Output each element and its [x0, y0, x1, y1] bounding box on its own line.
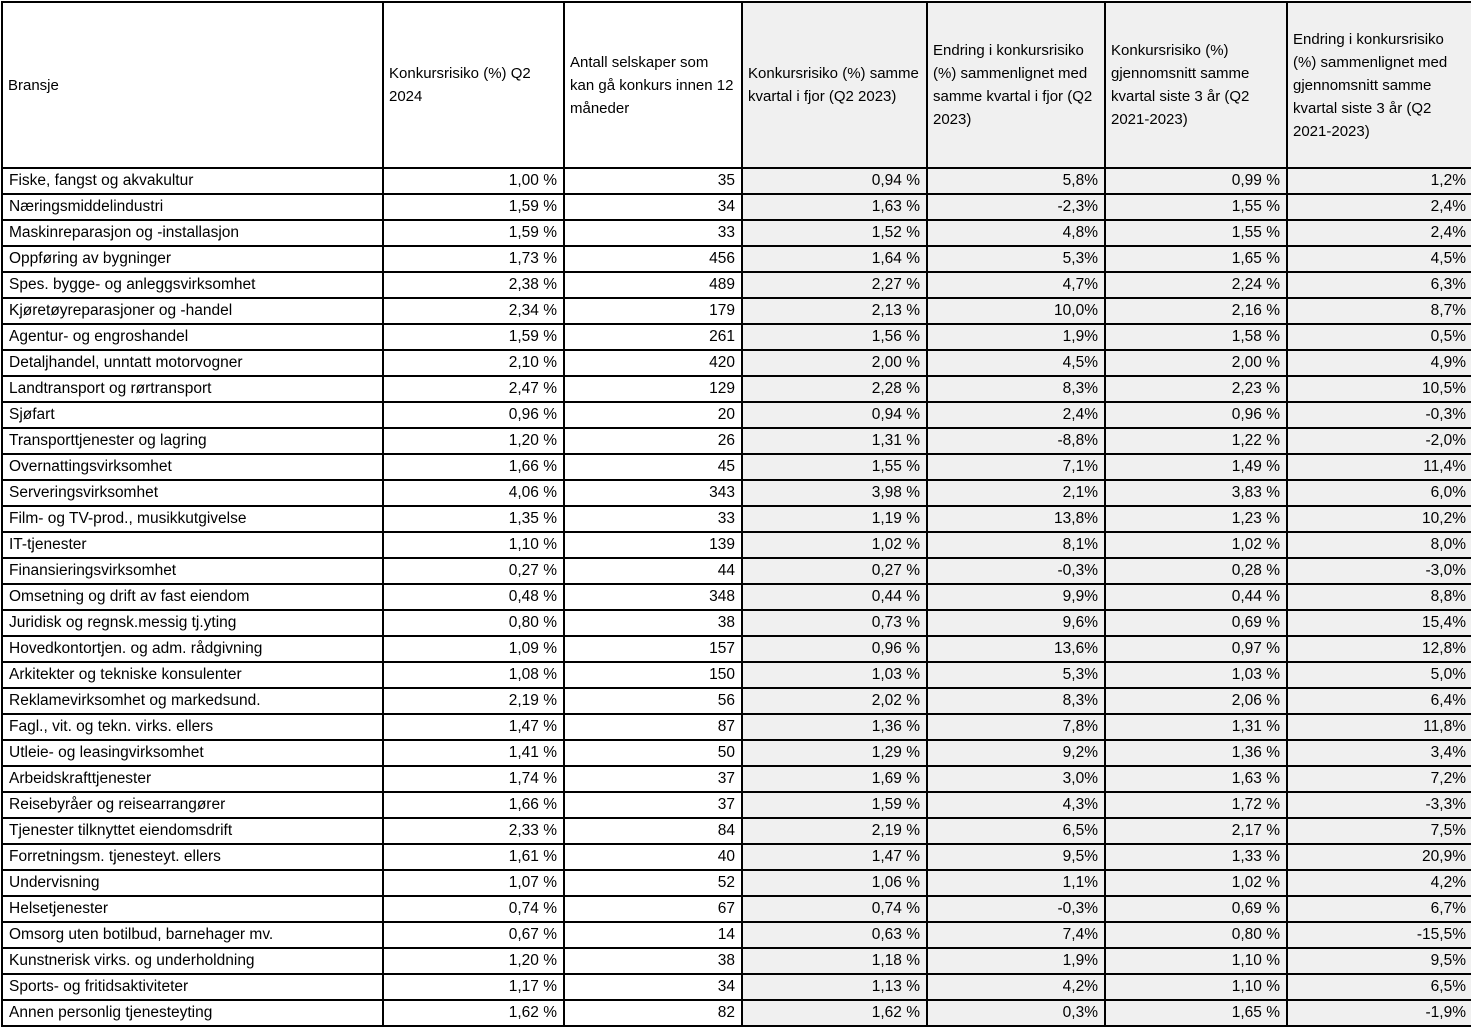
value-cell: 2,38 %	[383, 272, 564, 298]
value-cell: -15,5%	[1287, 922, 1471, 948]
value-cell: 45	[564, 454, 742, 480]
value-cell: 12,8%	[1287, 636, 1471, 662]
value-cell: 4,3%	[927, 792, 1105, 818]
value-cell: 1,07 %	[383, 870, 564, 896]
value-cell: 1,31 %	[742, 428, 927, 454]
column-header-2: Antall selskaper som kan gå konkurs innen 12 måneder	[564, 2, 742, 168]
value-cell: -2,0%	[1287, 428, 1471, 454]
value-cell: 10,5%	[1287, 376, 1471, 402]
value-cell: 1,09 %	[383, 636, 564, 662]
value-cell: 6,5%	[927, 818, 1105, 844]
value-cell: 1,22 %	[1105, 428, 1287, 454]
value-cell: 5,8%	[927, 168, 1105, 194]
value-cell: 1,63 %	[1105, 766, 1287, 792]
value-cell: 1,02 %	[742, 532, 927, 558]
value-cell: 38	[564, 948, 742, 974]
value-cell: 8,8%	[1287, 584, 1471, 610]
table-row	[2, 610, 1471, 636]
value-cell: 2,34 %	[383, 298, 564, 324]
value-cell: 44	[564, 558, 742, 584]
value-cell: 9,6%	[927, 610, 1105, 636]
value-cell: 38	[564, 610, 742, 636]
value-cell: 0,96 %	[1105, 402, 1287, 428]
value-cell: -0,3%	[1287, 402, 1471, 428]
value-cell: 4,5%	[1287, 246, 1471, 272]
value-cell: 9,2%	[927, 740, 1105, 766]
value-cell: 1,36 %	[1105, 740, 1287, 766]
value-cell: 0,28 %	[1105, 558, 1287, 584]
header-row	[2, 2, 1471, 168]
industry-cell: Tjenester tilknyttet eiendomsdrift	[2, 818, 383, 844]
value-cell: 2,19 %	[383, 688, 564, 714]
value-cell: 179	[564, 298, 742, 324]
value-cell: 0,94 %	[742, 168, 927, 194]
value-cell: 1,65 %	[1105, 246, 1287, 272]
value-cell: 56	[564, 688, 742, 714]
value-cell: 1,61 %	[383, 844, 564, 870]
industry-cell: Film- og TV-prod., musikkutgivelse	[2, 506, 383, 532]
industry-cell: Kunstnerisk virks. og underholdning	[2, 948, 383, 974]
value-cell: 50	[564, 740, 742, 766]
value-cell: 5,3%	[927, 246, 1105, 272]
industry-cell: Reisebyråer og reisearrangører	[2, 792, 383, 818]
value-cell: -2,3%	[927, 194, 1105, 220]
table-row	[2, 870, 1471, 896]
table-row	[2, 948, 1471, 974]
table-row	[2, 272, 1471, 298]
value-cell: -1,9%	[1287, 1000, 1471, 1026]
value-cell: 1,49 %	[1105, 454, 1287, 480]
value-cell: 2,27 %	[742, 272, 927, 298]
table-row	[2, 766, 1471, 792]
value-cell: 10,0%	[927, 298, 1105, 324]
industry-cell: IT-tjenester	[2, 532, 383, 558]
value-cell: 20	[564, 402, 742, 428]
table-row	[2, 662, 1471, 688]
industry-cell: Spes. bygge- og anleggsvirksomhet	[2, 272, 383, 298]
value-cell: 1,66 %	[383, 792, 564, 818]
value-cell: 2,16 %	[1105, 298, 1287, 324]
table-row	[2, 714, 1471, 740]
table-row	[2, 506, 1471, 532]
value-cell: 1,02 %	[1105, 532, 1287, 558]
value-cell: 15,4%	[1287, 610, 1471, 636]
table-row	[2, 740, 1471, 766]
value-cell: 1,9%	[927, 324, 1105, 350]
industry-cell: Annen personlig tjenesteyting	[2, 1000, 383, 1026]
value-cell: 0,94 %	[742, 402, 927, 428]
industry-cell: Sports- og fritidsaktiviteter	[2, 974, 383, 1000]
value-cell: 0,27 %	[742, 558, 927, 584]
value-cell: 2,4%	[1287, 194, 1471, 220]
table-row	[2, 376, 1471, 402]
table-row	[2, 402, 1471, 428]
industry-cell: Overnattingsvirksomhet	[2, 454, 383, 480]
column-header-5: Konkursrisiko (%) gjennomsnitt samme kvartal siste 3 år (Q2 2021-2023)	[1105, 2, 1287, 168]
value-cell: 1,72 %	[1105, 792, 1287, 818]
industry-cell: Serveringsvirksomhet	[2, 480, 383, 506]
value-cell: 8,0%	[1287, 532, 1471, 558]
value-cell: 1,10 %	[1105, 974, 1287, 1000]
value-cell: 1,1%	[927, 870, 1105, 896]
value-cell: 420	[564, 350, 742, 376]
value-cell: 3,4%	[1287, 740, 1471, 766]
industry-cell: Omsorg uten botilbud, barnehager mv.	[2, 922, 383, 948]
value-cell: 1,62 %	[742, 1000, 927, 1026]
value-cell: 4,2%	[1287, 870, 1471, 896]
value-cell: 87	[564, 714, 742, 740]
table-row	[2, 558, 1471, 584]
industry-cell: Forretningsm. tjenesteyt. ellers	[2, 844, 383, 870]
value-cell: 37	[564, 792, 742, 818]
column-header-6: Endring i konkursrisiko (%) sammenlignet med gjennomsnitt samme kvartal siste 3 år (Q2 2021-2023)	[1287, 2, 1471, 168]
value-cell: 84	[564, 818, 742, 844]
value-cell: 8,3%	[927, 688, 1105, 714]
value-cell: -8,8%	[927, 428, 1105, 454]
value-cell: 1,17 %	[383, 974, 564, 1000]
value-cell: 0,48 %	[383, 584, 564, 610]
value-cell: 2,1%	[927, 480, 1105, 506]
value-cell: 11,4%	[1287, 454, 1471, 480]
value-cell: 1,62 %	[383, 1000, 564, 1026]
value-cell: 1,33 %	[1105, 844, 1287, 870]
value-cell: 1,29 %	[742, 740, 927, 766]
value-cell: 1,41 %	[383, 740, 564, 766]
value-cell: 33	[564, 506, 742, 532]
value-cell: 0,96 %	[742, 636, 927, 662]
value-cell: 0,27 %	[383, 558, 564, 584]
value-cell: 40	[564, 844, 742, 870]
value-cell: 3,83 %	[1105, 480, 1287, 506]
value-cell: -3,3%	[1287, 792, 1471, 818]
value-cell: 1,9%	[927, 948, 1105, 974]
value-cell: 0,74 %	[383, 896, 564, 922]
column-header-4: Endring i konkursrisiko (%) sammenlignet med samme kvartal i fjor (Q2 2023)	[927, 2, 1105, 168]
value-cell: 139	[564, 532, 742, 558]
value-cell: 1,59 %	[742, 792, 927, 818]
value-cell: 4,5%	[927, 350, 1105, 376]
industry-cell: Næringsmiddelindustri	[2, 194, 383, 220]
value-cell: 3,98 %	[742, 480, 927, 506]
value-cell: 1,65 %	[1105, 1000, 1287, 1026]
value-cell: 2,23 %	[1105, 376, 1287, 402]
value-cell: 1,56 %	[742, 324, 927, 350]
value-cell: 0,44 %	[1105, 584, 1287, 610]
value-cell: 0,99 %	[1105, 168, 1287, 194]
value-cell: 0,69 %	[1105, 896, 1287, 922]
value-cell: 5,0%	[1287, 662, 1471, 688]
table-row	[2, 896, 1471, 922]
table-row	[2, 844, 1471, 870]
value-cell: 1,74 %	[383, 766, 564, 792]
table-row	[2, 792, 1471, 818]
value-cell: 33	[564, 220, 742, 246]
table-row	[2, 246, 1471, 272]
table-row	[2, 922, 1471, 948]
industry-cell: Transporttjenester og lagring	[2, 428, 383, 454]
value-cell: 9,5%	[927, 844, 1105, 870]
industry-cell: Undervisning	[2, 870, 383, 896]
table-row	[2, 220, 1471, 246]
value-cell: 261	[564, 324, 742, 350]
value-cell: 9,9%	[927, 584, 1105, 610]
value-cell: 7,4%	[927, 922, 1105, 948]
value-cell: 489	[564, 272, 742, 298]
value-cell: 82	[564, 1000, 742, 1026]
value-cell: 14	[564, 922, 742, 948]
value-cell: 1,69 %	[742, 766, 927, 792]
value-cell: 2,13 %	[742, 298, 927, 324]
column-header-3: Konkursrisiko (%) samme kvartal i fjor (Q2 2023)	[742, 2, 927, 168]
value-cell: 2,00 %	[1105, 350, 1287, 376]
value-cell: 1,20 %	[383, 948, 564, 974]
value-cell: 1,13 %	[742, 974, 927, 1000]
value-cell: 5,3%	[927, 662, 1105, 688]
value-cell: 150	[564, 662, 742, 688]
value-cell: 0,73 %	[742, 610, 927, 636]
value-cell: 13,6%	[927, 636, 1105, 662]
value-cell: 2,33 %	[383, 818, 564, 844]
industry-cell: Fagl., vit. og tekn. virks. ellers	[2, 714, 383, 740]
value-cell: 10,2%	[1287, 506, 1471, 532]
bankruptcy-risk-table	[1, 1, 1471, 1027]
table-row	[2, 532, 1471, 558]
value-cell: 1,66 %	[383, 454, 564, 480]
value-cell: 1,08 %	[383, 662, 564, 688]
value-cell: 2,06 %	[1105, 688, 1287, 714]
value-cell: 11,8%	[1287, 714, 1471, 740]
industry-cell: Hovedkontortjen. og adm. rådgivning	[2, 636, 383, 662]
value-cell: 1,31 %	[1105, 714, 1287, 740]
value-cell: 6,4%	[1287, 688, 1471, 714]
value-cell: 157	[564, 636, 742, 662]
value-cell: 1,03 %	[742, 662, 927, 688]
column-header-1: Konkursrisiko (%) Q2 2024	[383, 2, 564, 168]
value-cell: 0,74 %	[742, 896, 927, 922]
table-row	[2, 194, 1471, 220]
value-cell: 6,7%	[1287, 896, 1471, 922]
table-row	[2, 480, 1471, 506]
value-cell: 4,06 %	[383, 480, 564, 506]
table-row	[2, 1000, 1471, 1026]
value-cell: 34	[564, 974, 742, 1000]
table-row	[2, 818, 1471, 844]
value-cell: 0,5%	[1287, 324, 1471, 350]
value-cell: 34	[564, 194, 742, 220]
value-cell: 456	[564, 246, 742, 272]
value-cell: 7,1%	[927, 454, 1105, 480]
value-cell: 2,10 %	[383, 350, 564, 376]
value-cell: 1,59 %	[383, 220, 564, 246]
value-cell: 0,67 %	[383, 922, 564, 948]
value-cell: 2,28 %	[742, 376, 927, 402]
value-cell: -3,0%	[1287, 558, 1471, 584]
industry-cell: Juridisk og regnsk.messig tj.yting	[2, 610, 383, 636]
value-cell: 3,0%	[927, 766, 1105, 792]
industry-cell: Oppføring av bygninger	[2, 246, 383, 272]
value-cell: 348	[564, 584, 742, 610]
industry-cell: Arbeidskrafttjenester	[2, 766, 383, 792]
industry-cell: Sjøfart	[2, 402, 383, 428]
value-cell: 1,10 %	[383, 532, 564, 558]
value-cell: 37	[564, 766, 742, 792]
value-cell: 8,1%	[927, 532, 1105, 558]
value-cell: 1,35 %	[383, 506, 564, 532]
value-cell: 2,4%	[927, 402, 1105, 428]
industry-cell: Detaljhandel, unntatt motorvogner	[2, 350, 383, 376]
table-row	[2, 350, 1471, 376]
value-cell: 6,5%	[1287, 974, 1471, 1000]
value-cell: 7,8%	[927, 714, 1105, 740]
value-cell: 4,9%	[1287, 350, 1471, 376]
value-cell: 7,5%	[1287, 818, 1471, 844]
value-cell: 9,5%	[1287, 948, 1471, 974]
value-cell: 1,59 %	[383, 194, 564, 220]
value-cell: 0,96 %	[383, 402, 564, 428]
value-cell: 20,9%	[1287, 844, 1471, 870]
value-cell: 52	[564, 870, 742, 896]
value-cell: 1,73 %	[383, 246, 564, 272]
value-cell: 1,36 %	[742, 714, 927, 740]
value-cell: 1,23 %	[1105, 506, 1287, 532]
value-cell: 129	[564, 376, 742, 402]
value-cell: -0,3%	[927, 896, 1105, 922]
value-cell: 6,3%	[1287, 272, 1471, 298]
value-cell: 2,02 %	[742, 688, 927, 714]
value-cell: 0,80 %	[1105, 922, 1287, 948]
industry-cell: Helsetjenester	[2, 896, 383, 922]
value-cell: 0,3%	[927, 1000, 1105, 1026]
value-cell: 1,20 %	[383, 428, 564, 454]
value-cell: 1,00 %	[383, 168, 564, 194]
table-row	[2, 298, 1471, 324]
value-cell: 1,55 %	[1105, 220, 1287, 246]
table-row	[2, 454, 1471, 480]
value-cell: 1,59 %	[383, 324, 564, 350]
value-cell: 1,52 %	[742, 220, 927, 246]
value-cell: 1,47 %	[383, 714, 564, 740]
value-cell: 1,47 %	[742, 844, 927, 870]
value-cell: 4,7%	[927, 272, 1105, 298]
industry-cell: Landtransport og rørtransport	[2, 376, 383, 402]
value-cell: 0,80 %	[383, 610, 564, 636]
value-cell: 2,24 %	[1105, 272, 1287, 298]
value-cell: 0,63 %	[742, 922, 927, 948]
table-row	[2, 688, 1471, 714]
value-cell: 6,0%	[1287, 480, 1471, 506]
industry-cell: Arkitekter og tekniske konsulenter	[2, 662, 383, 688]
table-row	[2, 168, 1471, 194]
industry-cell: Agentur- og engroshandel	[2, 324, 383, 350]
value-cell: 1,58 %	[1105, 324, 1287, 350]
value-cell: 4,8%	[927, 220, 1105, 246]
value-cell: 1,02 %	[1105, 870, 1287, 896]
column-header-0: Bransje	[2, 2, 383, 168]
industry-cell: Finansieringsvirksomhet	[2, 558, 383, 584]
value-cell: 7,2%	[1287, 766, 1471, 792]
value-cell: 2,47 %	[383, 376, 564, 402]
value-cell: 67	[564, 896, 742, 922]
table-body	[2, 168, 1471, 1026]
value-cell: 0,69 %	[1105, 610, 1287, 636]
value-cell: 2,19 %	[742, 818, 927, 844]
value-cell: 1,64 %	[742, 246, 927, 272]
table-row	[2, 636, 1471, 662]
industry-cell: Omsetning og drift av fast eiendom	[2, 584, 383, 610]
value-cell: 35	[564, 168, 742, 194]
industry-cell: Kjøretøyreparasjoner og -handel	[2, 298, 383, 324]
value-cell: -0,3%	[927, 558, 1105, 584]
value-cell: 343	[564, 480, 742, 506]
value-cell: 26	[564, 428, 742, 454]
value-cell: 8,3%	[927, 376, 1105, 402]
value-cell: 8,7%	[1287, 298, 1471, 324]
industry-cell: Utleie- og leasingvirksomhet	[2, 740, 383, 766]
value-cell: 4,2%	[927, 974, 1105, 1000]
value-cell: 1,55 %	[742, 454, 927, 480]
industry-cell: Reklamevirksomhet og markedsund.	[2, 688, 383, 714]
industry-cell: Fiske, fangst og akvakultur	[2, 168, 383, 194]
value-cell: 13,8%	[927, 506, 1105, 532]
value-cell: 1,06 %	[742, 870, 927, 896]
value-cell: 1,19 %	[742, 506, 927, 532]
value-cell: 0,44 %	[742, 584, 927, 610]
value-cell: 1,10 %	[1105, 948, 1287, 974]
table-row	[2, 584, 1471, 610]
value-cell: 0,97 %	[1105, 636, 1287, 662]
table-row	[2, 974, 1471, 1000]
value-cell: 2,17 %	[1105, 818, 1287, 844]
value-cell: 2,4%	[1287, 220, 1471, 246]
value-cell: 1,18 %	[742, 948, 927, 974]
table-row	[2, 428, 1471, 454]
industry-cell: Maskinreparasjon og -installasjon	[2, 220, 383, 246]
value-cell: 1,63 %	[742, 194, 927, 220]
value-cell: 2,00 %	[742, 350, 927, 376]
value-cell: 1,03 %	[1105, 662, 1287, 688]
value-cell: 1,55 %	[1105, 194, 1287, 220]
table-row	[2, 324, 1471, 350]
value-cell: 1,2%	[1287, 168, 1471, 194]
